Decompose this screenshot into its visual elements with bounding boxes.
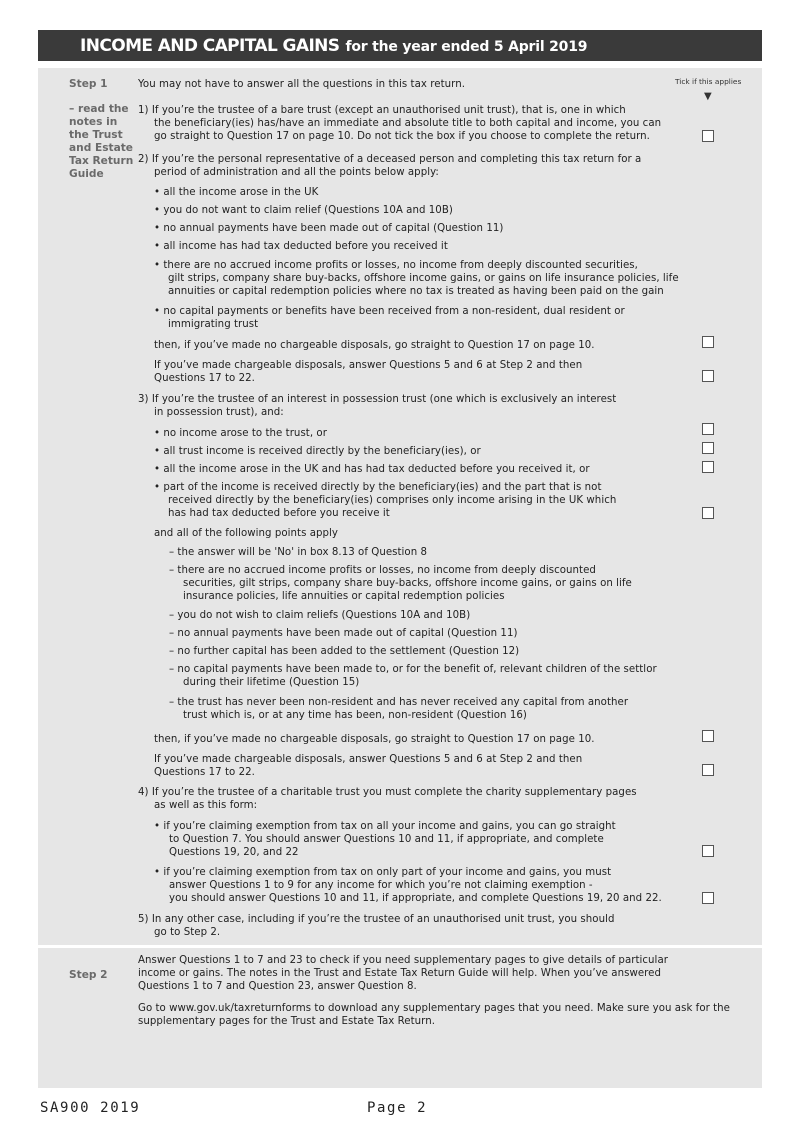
q3-bullet-cont: has had tax deducted before you receive it xyxy=(168,508,390,519)
q1-line: go straight to Question 17 on page 10. Do not tick the box if you choose to complete the return. xyxy=(154,131,650,142)
q2-bullet: • no annual payments have been made out of capital (Question 11) xyxy=(154,223,504,234)
q2-bullet-cont: gilt strips, company share buy-backs, offshore income gains, or gains on life insurance policies, life xyxy=(168,273,679,284)
q2-then: then, if you’ve made no chargeable disposals, go straight to Question 17 on page 10. xyxy=(154,340,595,351)
q3-dash-cont: trust which is, or at any time has been, non-resident (Question 16) xyxy=(183,710,527,721)
side-note-line: the Trust xyxy=(69,129,123,141)
step2-text: Questions 1 to 7 and Question 23, answer Question 8. xyxy=(138,981,417,992)
section-header xyxy=(38,30,762,61)
q3-dash: – the trust has never been non-resident and has never received any capital from another xyxy=(169,697,629,708)
side-note-line: – read the xyxy=(69,103,129,115)
q4-part-exemption-checkbox[interactable] xyxy=(702,892,714,904)
q4-bullet: • if you’re claiming exemption from tax on all your income and gains, you can go straight xyxy=(154,821,616,832)
side-note-line: notes in xyxy=(69,116,118,128)
q2-bullet: • there are no accrued income profits or losses, no income from deeply discounted securities, xyxy=(154,260,638,271)
q2-bullet-cont: immigrating trust xyxy=(168,319,259,330)
q4-bullet-cont: you should answer Questions 10 and 11, if appropriate, and complete Questions 19, 20 and 22. xyxy=(169,893,662,904)
q3-line: 3) If you’re the trustee of an interest in possession trust (one which is exclusively an interest xyxy=(138,394,617,405)
q3-dash-cont: securities, gilt strips, company share buy-backs, offshore income gains, or gains on life xyxy=(183,578,632,589)
q2-bullet: • you do not want to claim relief (Questions 10A and 10B) xyxy=(154,205,453,216)
q4-bullet-cont: to Question 7. You should answer Questions 10 and 11, if appropriate, and complete xyxy=(169,834,604,845)
q2-line: period of administration and all the points below apply: xyxy=(154,167,439,178)
q2-no-disposals-checkbox[interactable] xyxy=(702,336,714,348)
side-note-line: Guide xyxy=(69,168,104,180)
q3-dash: – no further capital has been added to the settlement (Question 12) xyxy=(169,646,520,657)
q3-dash-cont: during their lifetime (Question 15) xyxy=(183,677,360,688)
q2-bullet-cont: annuities or capital redemption policies where no tax is treated as having been paid on the gain xyxy=(168,286,664,297)
step2-text: Answer Questions 1 to 7 and 23 to check if you need supplementary pages to give details of particular xyxy=(138,955,668,966)
q3-then: then, if you’ve made no chargeable disposals, go straight to Question 17 on page 10. xyxy=(154,734,595,745)
q2-bullet: • no capital payments or benefits have been received from a non-resident, dual resident or xyxy=(154,306,625,317)
q5-line: 5) In any other case, including if you’re the trustee of an unauthorised unit trust, you should xyxy=(138,914,615,925)
q2-line: 2) If you’re the personal representative of a deceased person and completing this tax return for a xyxy=(138,154,642,165)
q3-dash: – the answer will be 'No' in box 8.13 of Question 8 xyxy=(169,547,428,558)
q3-if: Questions 17 to 22. xyxy=(154,767,255,778)
q4-line: as well as this form: xyxy=(154,800,258,811)
q1-line: the beneficiary(ies) has/have an immediate and absolute title to both capital and income, you can xyxy=(154,118,662,129)
q5-line: go to Step 2. xyxy=(154,927,221,938)
step2-text: income or gains. The notes in the Trust and Estate Tax Return Guide will help. When you’ve answered xyxy=(138,968,661,979)
q3-dash: – you do not wish to claim reliefs (Questions 10A and 10B) xyxy=(169,610,471,621)
q2-bullet: • all the income arose in the UK xyxy=(154,187,319,198)
side-note-line: Tax Return xyxy=(69,155,134,167)
q3-beneficiary-income-checkbox[interactable] xyxy=(702,442,714,454)
q2-bullet: • all income has had tax deducted before you received it xyxy=(154,241,448,252)
page-number: Page 2 xyxy=(367,1100,428,1116)
step1-intro: You may not have to answer all the questions in this tax return. xyxy=(138,79,465,90)
side-note-line: and Estate xyxy=(69,142,133,154)
q3-uk-income-checkbox[interactable] xyxy=(702,461,714,473)
q1-checkbox[interactable] xyxy=(702,130,714,142)
section-subtitle: for the year ended 5 April 2019 xyxy=(345,39,588,55)
q3-if: If you’ve made chargeable disposals, answer Questions 5 and 6 at Step 2 and then xyxy=(154,754,583,765)
step1-label: Step 1 xyxy=(69,78,108,90)
q3-bullet-cont: received directly by the beneficiary(ies) comprises only income arising in the UK which xyxy=(168,495,617,506)
q4-full-exemption-checkbox[interactable] xyxy=(702,845,714,857)
q3-dash: – there are no accrued income profits or losses, no income from deeply discounted xyxy=(169,565,596,576)
q3-no-income-checkbox[interactable] xyxy=(702,423,714,435)
q3-bullet: • all trust income is received directly by the beneficiary(ies), or xyxy=(154,446,481,457)
section-title: INCOME AND CAPITAL GAINS xyxy=(80,36,340,56)
q2-disposals-checkbox[interactable] xyxy=(702,370,714,382)
q3-part-income-checkbox[interactable] xyxy=(702,507,714,519)
q4-line: 4) If you’re the trustee of a charitable trust you must complete the charity supplementary pages xyxy=(138,787,637,798)
q2-if: If you’ve made chargeable disposals, answer Questions 5 and 6 at Step 2 and then xyxy=(154,360,583,371)
q4-bullet-cont: answer Questions 1 to 9 for any income for which you’re not claiming exemption - xyxy=(169,880,593,891)
step2-label: Step 2 xyxy=(69,969,108,981)
q3-bullet: • part of the income is received directly by the beneficiary(ies) and the part that is not xyxy=(154,482,602,493)
q3-no-disposals-checkbox[interactable] xyxy=(702,730,714,742)
q4-bullet-cont: Questions 19, 20, and 22 xyxy=(169,847,299,858)
q3-dash-cont: insurance policies, life annuities or capital redemption policies xyxy=(183,591,505,602)
q3-bullet: • all the income arose in the UK and has had tax deducted before you received it, or xyxy=(154,464,590,475)
q1-line: 1) If you’re the trustee of a bare trust (except an unauthorised unit trust), that is, one in which xyxy=(138,105,626,116)
down-triangle-icon: ▼ xyxy=(704,91,712,102)
q4-bullet: • if you’re claiming exemption from tax on only part of your income and gains, you must xyxy=(154,867,612,878)
form-id: SA900 2019 xyxy=(40,1100,141,1116)
tick-header: Tick if this applies xyxy=(675,77,742,86)
q3-bullet: • no income arose to the trust, or xyxy=(154,428,327,439)
q3-disposals-checkbox[interactable] xyxy=(702,764,714,776)
q3-dash: – no annual payments have been made out of capital (Question 11) xyxy=(169,628,518,639)
q3-dash: – no capital payments have been made to, or for the benefit of, relevant children of the settlor xyxy=(169,664,657,675)
step2-text: supplementary pages for the Trust and Estate Tax Return. xyxy=(138,1016,436,1027)
step2-text: Go to www.gov.uk/taxreturnforms to download any supplementary pages that you need. Make sure you ask for the xyxy=(138,1003,731,1014)
q2-if: Questions 17 to 22. xyxy=(154,373,255,384)
q3-line: in possession trust), and: xyxy=(154,407,284,418)
q3-and: and all of the following points apply xyxy=(154,528,339,539)
